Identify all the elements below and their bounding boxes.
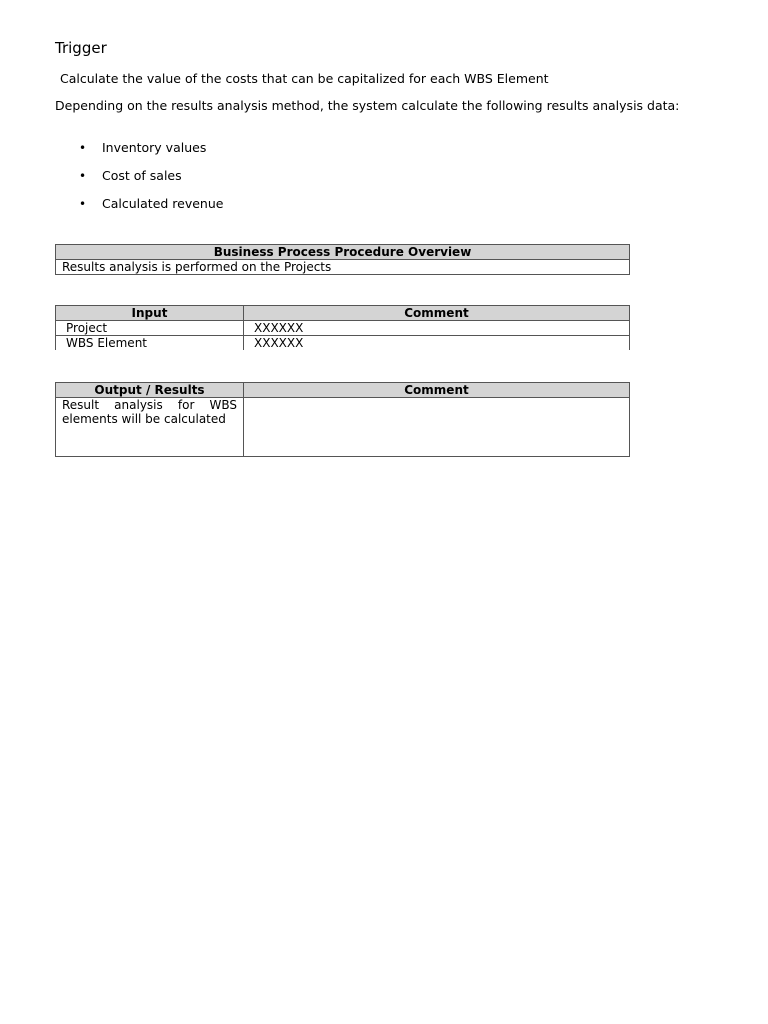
list-item (55, 168, 223, 196)
intro-paragraph: Calculate the value of the costs that can be capitalized for each WBS Element (60, 71, 549, 86)
table-row (56, 321, 630, 336)
results-data-list (55, 140, 223, 224)
output-cell: Result analysis for WBS elements will be calculated (56, 398, 244, 457)
list-item (55, 140, 223, 168)
input-column-header: Input (56, 306, 244, 321)
output-table (55, 382, 630, 457)
comment-cell (244, 398, 630, 457)
list-item-text: Inventory values (102, 140, 207, 155)
comment-column-header: Comment (244, 383, 630, 398)
input-cell: Project (56, 321, 244, 336)
comment-column-header: Comment (244, 306, 630, 321)
comment-cell: XXXXXX (244, 336, 630, 351)
table-row (56, 398, 630, 457)
section-heading: Trigger (55, 39, 107, 57)
list-item-text: Calculated revenue (102, 196, 224, 211)
input-cell: WBS Element (56, 336, 244, 351)
bullet-icon: • (79, 141, 87, 155)
bullet-icon: • (79, 197, 87, 211)
bullet-icon: • (79, 169, 87, 183)
overview-table-body: Results analysis is performed on the Projects (56, 260, 630, 275)
comment-cell: XXXXXX (244, 321, 630, 336)
overview-table-header: Business Process Procedure Overview (56, 245, 630, 260)
overview-table (55, 244, 630, 275)
list-item (55, 196, 223, 224)
table-row (56, 336, 630, 351)
list-item-text: Cost of sales (102, 168, 182, 183)
description-paragraph: Depending on the results analysis method, the system calculate the following results analysis data: (55, 98, 680, 113)
input-table (55, 305, 630, 350)
output-column-header: Output / Results (56, 383, 244, 398)
